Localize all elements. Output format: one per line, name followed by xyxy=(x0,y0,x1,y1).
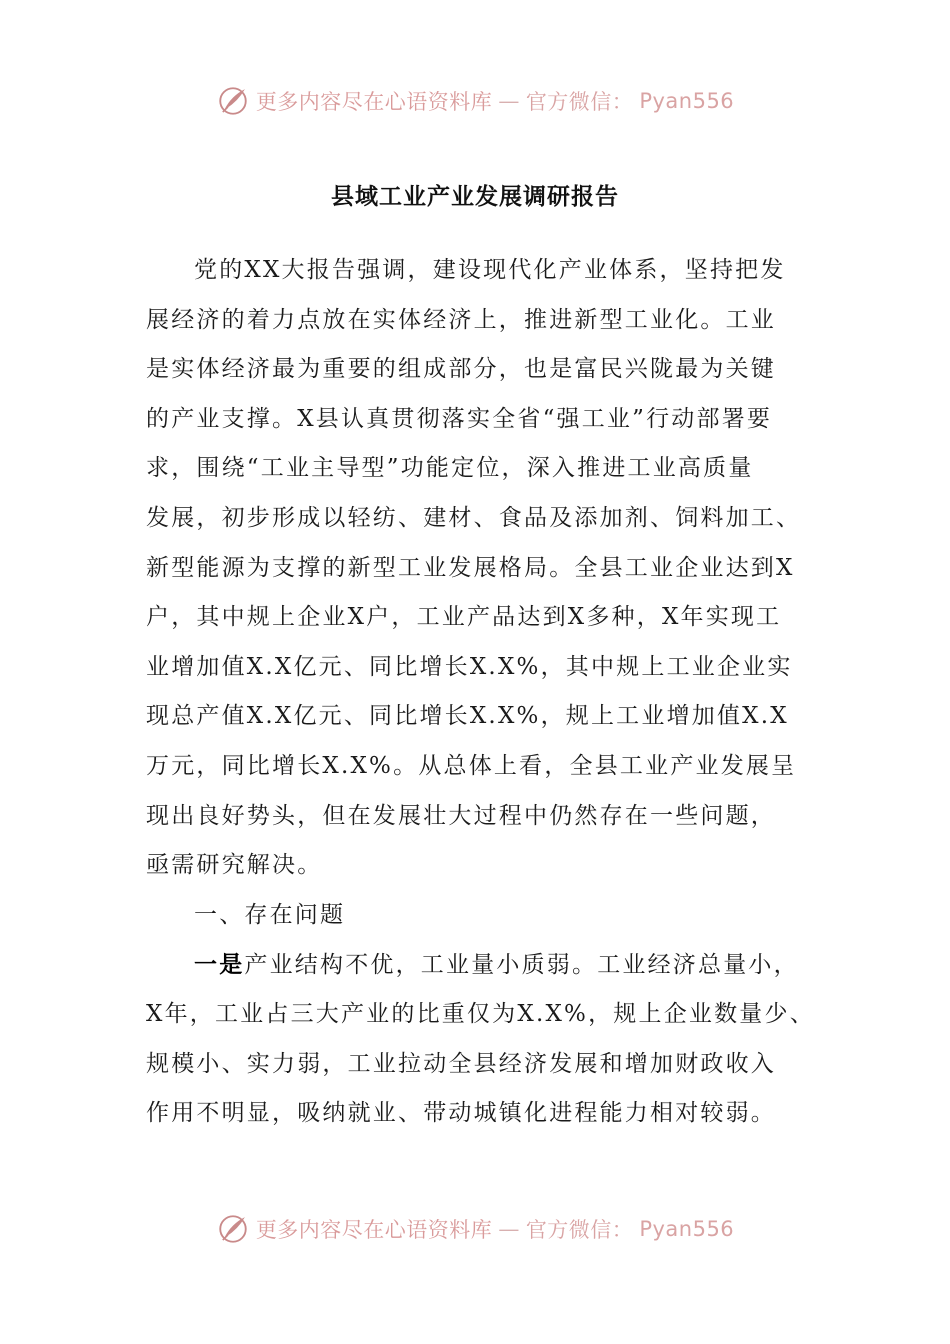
paragraph-line: 万元，同比增长X.X%。从总体上看，全县工业产业发展呈 xyxy=(146,752,797,779)
footer-watermark xyxy=(0,1212,950,1246)
watermark-brand: 更多内容尽在心语资料库 xyxy=(255,1218,493,1242)
paragraph-line: 党的XX大报告强调，建设现代化产业体系，坚持把发 xyxy=(194,257,786,283)
watermark-account-label: 官方微信： xyxy=(525,1218,634,1242)
paragraph-line: 求，围绕“工业主导型”功能定位，深入推进工业高质量 xyxy=(146,455,754,482)
document-title: 县域工业产业发展调研报告 xyxy=(331,183,619,210)
point-first-text: 产业结构不优，工业量小质弱。工业经济总量小， xyxy=(244,952,799,979)
watermark-separator: — xyxy=(498,89,520,113)
paragraph-line: X年，工业占三大产业的比重仅为X.X%，规上企业数量少、 xyxy=(146,1000,815,1027)
paragraph-line: 现总产值X.X亿元、同比增长X.X%，规上工业增加值X.X xyxy=(146,703,789,730)
watermark-account-id: Pyan556 xyxy=(639,89,735,113)
document-body xyxy=(146,246,815,1139)
paragraph-line: 发展，初步形成以轻纺、建材、食品及添加剂、饲料加工、 xyxy=(146,504,802,531)
watermark-brand: 更多内容尽在心语资料库 xyxy=(255,90,493,114)
header-watermark xyxy=(0,84,950,118)
paragraph-line: 的产业支撑。X县认真贯彻落实全省“强工业”行动部署要 xyxy=(146,405,773,432)
quill-logo-icon xyxy=(216,84,250,118)
watermark-separator: — xyxy=(498,1217,520,1241)
paragraph-line: 业增加值X.X亿元、同比增长X.X%，其中规上工业企业实 xyxy=(146,653,793,680)
paragraph-line: 规模小、实力弱，工业拉动全县经济发展和增加财政收入 xyxy=(146,1050,776,1077)
paragraph-line: 作用不明显，吸纳就业、带动城镇化进程能力相对较弱。 xyxy=(146,1100,776,1127)
paragraph-line: 展经济的着力点放在实体经济上，推进新型工业化。工业 xyxy=(146,306,776,333)
paragraph-line: 户，其中规上企业X户，工业产品达到X多种，X年实现工 xyxy=(146,604,782,631)
point-first-line xyxy=(146,940,806,990)
paragraph-line: 是实体经济最为重要的组成部分，也是富民兴陇最为关键 xyxy=(146,356,776,383)
paragraph-line: 亟需研究解决。 xyxy=(146,852,323,879)
paragraph-line: 现出良好势头，但在发展壮大过程中仍然存在一些问题， xyxy=(146,802,776,829)
paragraph-line: 新型能源为支撑的新型工业发展格局。全县工业企业达到X xyxy=(146,554,795,581)
watermark-account-id: Pyan556 xyxy=(639,1217,735,1241)
watermark-account-label: 官方微信： xyxy=(525,90,634,114)
point-lead: 一是 xyxy=(194,951,245,979)
quill-logo-icon xyxy=(216,1212,250,1246)
section-heading: 一、存在问题 xyxy=(194,901,346,928)
